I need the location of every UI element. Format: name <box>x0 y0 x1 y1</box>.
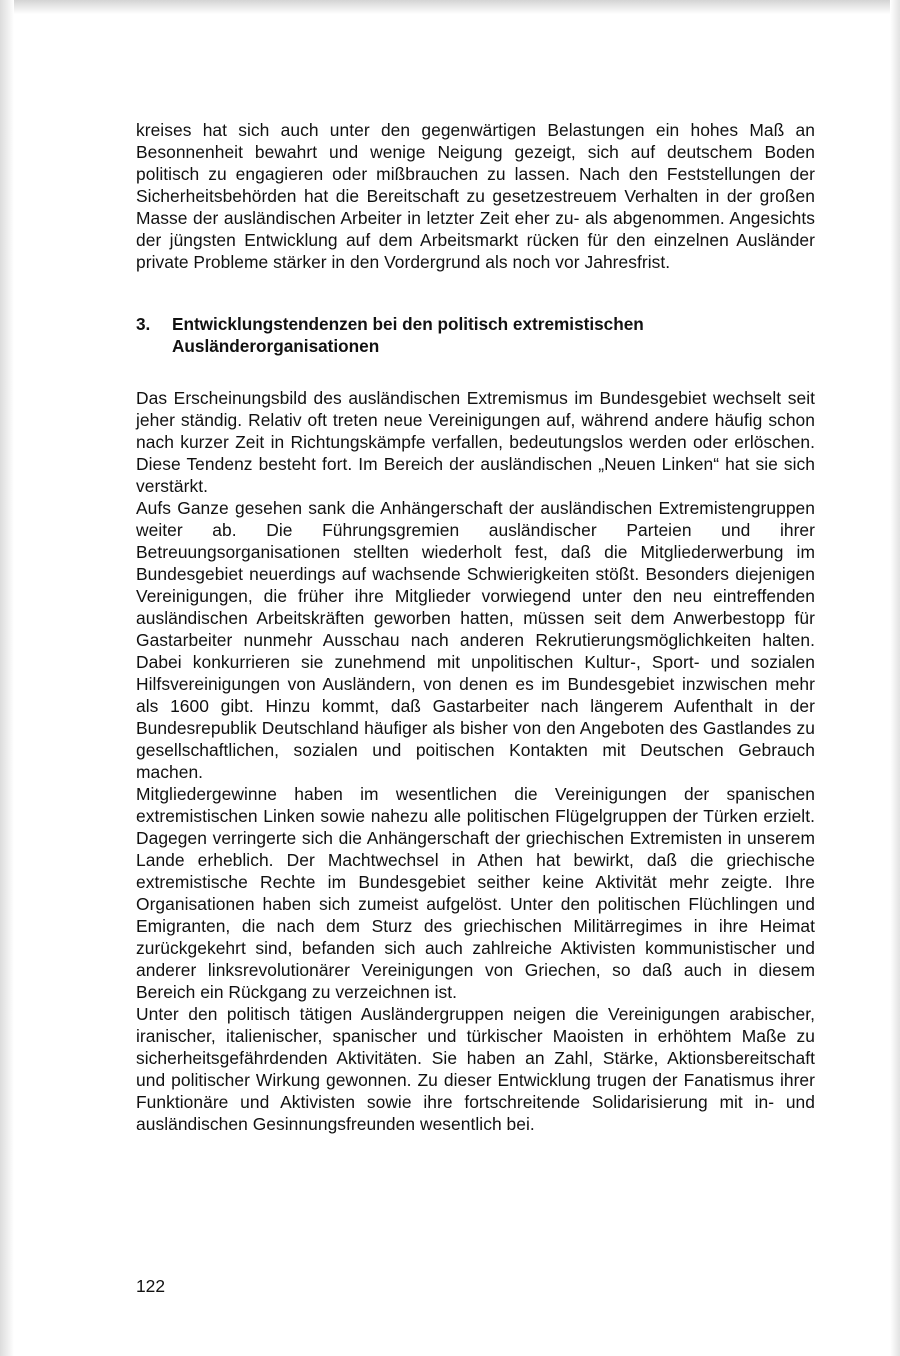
section-title: Entwicklungstendenzen bei den politisch extremistischen Ausländerorganisationen <box>172 314 644 356</box>
section-heading <box>136 313 815 357</box>
scan-shadow-top <box>0 0 900 14</box>
scan-shadow-right <box>890 0 900 1356</box>
section-body <box>136 387 815 1135</box>
paragraph: Mitgliedergewinne haben im wesentlichen die Vereinigungen der spanischen extremistischen Linken sowie nahezu alle politischen Flügelgruppen der Türken erzielt. Dagegen verringerte sich die Anhängerschaft der griechischen Extremisten in unserem Lande erheblich. Der Machtwechsel in Athen hat bewirkt, daß die griechische extremistische Rechte im Bundesgebiet seither keine Aktivität mehr zeigte. Ihre Organisationen haben sich zumeist aufgelöst. Unter den politischen Flüchlingen und Emigranten, die nach dem Sturz des griechischen Militärregimes in ihre Heimat zurückgekehrt sind, befanden sich auch zahlreiche Aktivisten kommunistischer und anderer linksrevolutionärer Vereinigungen von Griechen, so daß auch in diesem Bereich ein Rückgang zu verzeichnen ist. <box>136 784 815 1002</box>
page-body <box>136 119 815 1135</box>
section-number: 3. <box>136 314 151 334</box>
continuation-paragraph: kreises hat sich auch unter den gegenwärtigen Belastungen ein hohes Maß an Besonnenheit bewahrt und wenige Neigung gezeigt, sich auf deutschem Boden politisch zu engagieren oder mißbrauchen zu lassen. Nach den Feststellungen der Sicherheitsbehörden hat die Bereitschaft zu gesetzestreuem Verhalten in der großen Masse der ausländischen Arbeiter in letzter Zeit eher zu- als abgenommen. Angesichts der jüngsten Entwicklung auf dem Arbeitsmarkt rücken für den einzelnen Ausländer private Probleme stärker in den Vordergrund als noch vor Jahresfrist. <box>136 120 815 272</box>
paragraph: Aufs Ganze gesehen sank die Anhängerschaft der ausländischen Extremistengruppen weiter ab. Die Führungsgremien ausländischer Parteien und ihrer Betreuungsorganisationen stellten wiederholt fest, daß die Mitgliederwerbung im Bundesgebiet neuerdings auf wachsende Schwierigkeiten stößt. Besonders diejenigen Vereinigungen, die früher ihre Mitglieder vorwiegend unter den neu eintreffenden ausländischen Arbeitskräften geworben hatten, müssen seit dem Anwerbestopp für Gastarbeiter nunmehr Ausschau nach anderen Rekrutierungsmöglichkeiten halten. Dabei konkurrieren sie zunehmend mit unpolitischen Kultur-, Sport- und sozialen Hilfsvereinigungen von Ausländern, von denen es im Bundesgebiet inzwischen mehr als 1600 gibt. Hinzu kommt, daß Gastarbeiter nach längerem Aufenthalt in der Bundesrepublik Deutschland häufiger als bisher von den Angeboten des Gastlandes zu gesellschaftlichen, sozialen und poitischen Kontakten mit Deutschen Gebrauch machen. <box>136 498 815 782</box>
page-number: 122 <box>136 1276 166 1296</box>
paragraph: Das Erscheinungsbild des ausländischen Extremismus im Bundesgebiet wechselt seit jeher ständig. Relativ oft treten neue Vereinigungen auf, während andere häufig schon nach kurzer Zeit in Richtungskämpfe verfallen, bedeutungslos werden oder erlöschen. Diese Tendenz besteht fort. Im Bereich der ausländischen „Neuen Linken“ hat sie sich verstärkt. <box>136 388 815 496</box>
scan-shadow-left <box>0 0 14 1356</box>
paragraph: Unter den politisch tätigen Ausländergruppen neigen die Vereinigungen arabischer, iranischer, italienischer, spanischer und türkischer Maoisten in erhöhtem Maße zu sicherheitsgefährdenden Aktivitäten. Sie haben an Zahl, Stärke, Aktionsbereitschaft und politischer Wirkung gewonnen. Zu dieser Entwicklung trugen der Fanatismus ihrer Funktionäre und Aktivisten sowie ihre fortschreitende Solidarisierung mit in- und ausländischen Gesinnungsfreunden wesentlich bei. <box>136 1004 815 1134</box>
